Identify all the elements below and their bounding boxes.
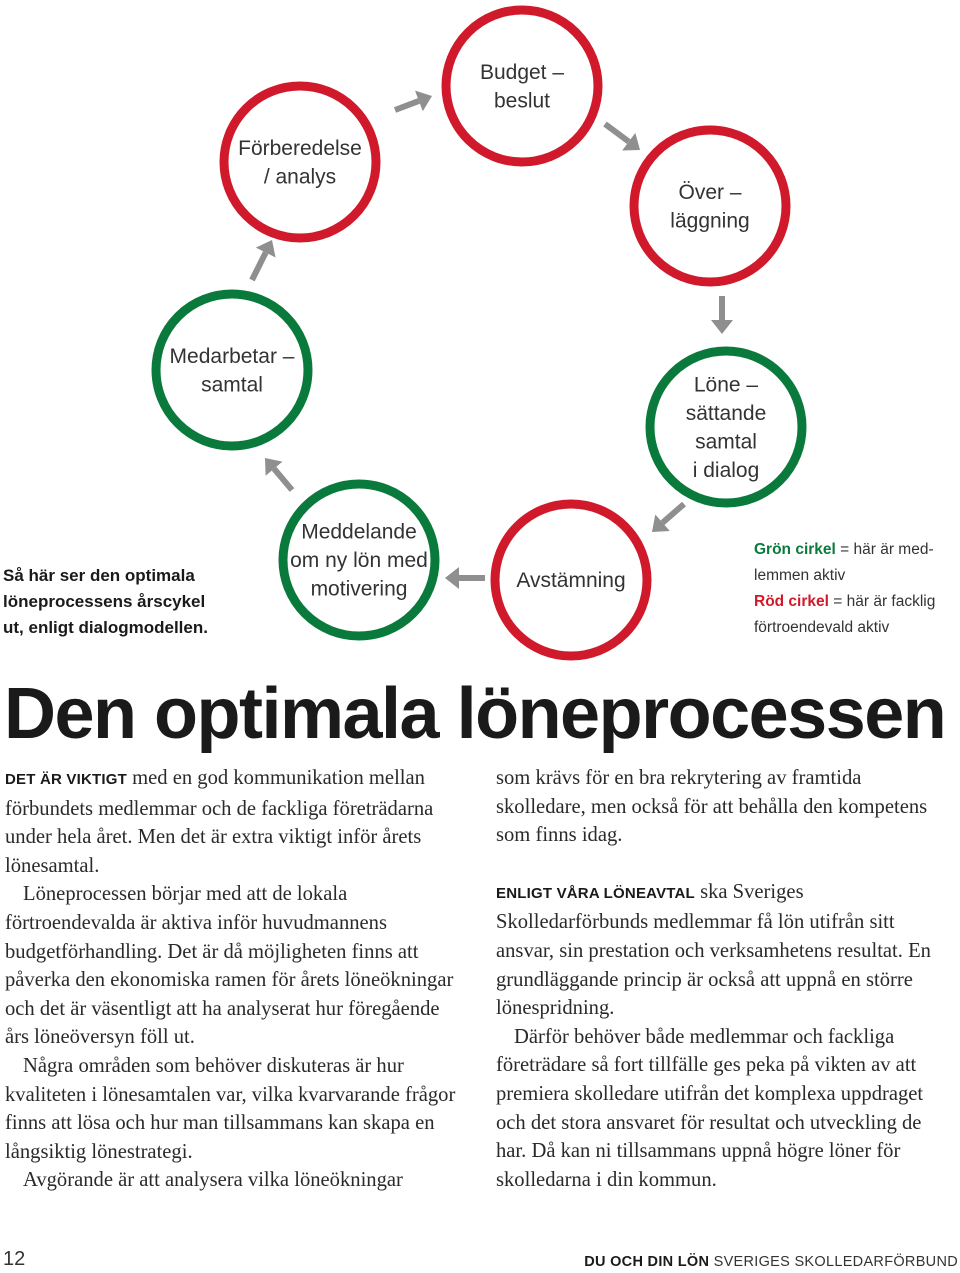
circle-ring (224, 86, 376, 238)
legend-green-text-cont: lemmen aktiv (754, 567, 846, 584)
circle-label: samtal (695, 430, 757, 454)
arrow-shaft (605, 124, 629, 142)
circle-budget (446, 10, 598, 162)
page-number: 12 (3, 1248, 26, 1270)
legend-green-text: = här är med- (835, 541, 934, 558)
circle-label: Över – (678, 180, 742, 204)
caption-line: löneprocessens årscykel (3, 592, 206, 611)
arrow-head (445, 567, 459, 589)
paragraph: Löneprocessen börjar med att de lokala förtroendevalda är aktiva inför huvudmannens budgetförhandling. Det är då möjligheten finns att påverka den ekonomiska ramen för årets löneökningar och det är väsentligt att ha analyserat hur föregående års löneöversyn föll ut. (5, 883, 454, 1049)
circle-label: Avstämning (516, 569, 626, 592)
paragraph: Därför behöver både medlemmar och fackliga företrädare så fort tillfälle ges peka på vikten av att premiera skolledare utifrån det komplexa uppdraget och det stora ansvaret för resultat och utveckling de har. Då kan ni tillsammans uppnå högre löner för skolledarna i din kommun. (496, 1025, 924, 1191)
circle-meddelande (283, 484, 435, 636)
circle-label: motivering (310, 577, 408, 601)
circle-overlaggning (634, 130, 786, 282)
circle-ring (634, 130, 786, 282)
circle-lonesattande (650, 351, 802, 503)
legend-red-line (754, 589, 960, 615)
diagram-legend (754, 537, 960, 641)
footer-publisher: SVERIGES SKOLLEDARFÖRBUND (709, 1254, 958, 1270)
circle-label: beslut (493, 89, 551, 113)
circle-label: sättande (685, 401, 767, 425)
circle-label: / analys (263, 165, 337, 189)
circle-forberedelse (224, 86, 376, 238)
paragraph (5, 764, 461, 880)
circle-label: Meddelande (301, 520, 417, 544)
circle-label: samtal (201, 373, 263, 397)
legend-red-text: = här är facklig (828, 593, 936, 610)
left-column (5, 764, 461, 1195)
right-column (496, 764, 956, 1194)
footer-section: DU OCH DIN LÖN (584, 1254, 710, 1270)
diagram-caption (3, 563, 233, 641)
arrow-shaft (274, 469, 292, 490)
legend-red-text-cont: förtroendevald aktiv (754, 619, 890, 636)
lead-in: ENLIGT VÅRA LÖNEAVTAL (496, 884, 695, 902)
running-footer (584, 1254, 958, 1270)
arrow-head (711, 320, 733, 334)
arrow-shaft (395, 101, 419, 110)
arrow-shaft (252, 253, 266, 280)
lead-in: DET ÄR VIKTIGT (5, 771, 127, 788)
circle-ring (156, 294, 308, 446)
page-title: Den optimala löneprocessen (4, 674, 946, 754)
circle-ring (446, 10, 598, 162)
caption-line: Så här ser den optimala (3, 566, 195, 585)
paragraph-text: med en god kommunikation mellan förbundets medlemmar och de fackliga företrädarna under hela året. Men det är extra viktigt inför årets lönesamtal. (5, 767, 434, 877)
paragraph-text: ska Sveriges Skolledarförbunds medlemmar få lön utifrån sitt ansvar, sin prestation och verksamhetens resultat. En grundläggande princip är också att uppnå en större lönespridning. (496, 880, 931, 1020)
paragraph: som krävs för en bra rekrytering av framtida skolledare, men också för att behålla den kompetens som finns idag. (496, 767, 928, 847)
circle-label: i dialog (692, 458, 760, 482)
legend-green-label: Grön cirkel (754, 541, 836, 558)
circle-label: Förberedelse (238, 136, 362, 160)
circle-label: Medarbetar – (169, 344, 295, 368)
circle-label: Löne – (693, 373, 759, 397)
circle-avstamning (495, 504, 647, 656)
circle-label: läggning (670, 209, 750, 233)
arrow-shaft (663, 504, 684, 523)
circle-label: Budget – (479, 60, 565, 84)
paragraph: Avgörande är att analysera vilka löneökningar (23, 1169, 403, 1192)
caption-line: ut, enligt dialogmodellen. (3, 618, 208, 637)
legend-green-line (754, 537, 960, 563)
paragraph (496, 878, 956, 1023)
circle-medarbetar (156, 294, 308, 446)
circle-label: om ny lön med (290, 549, 428, 572)
paragraph: Några områden som behöver diskuteras är hur kvaliteten i lönesamtalen var, vilka kvarvarande frågor finns att lösa och hur man tillsammans kan skapa en långsiktig lönestrategi. (5, 1054, 456, 1163)
legend-red-label: Röd cirkel (754, 593, 829, 610)
